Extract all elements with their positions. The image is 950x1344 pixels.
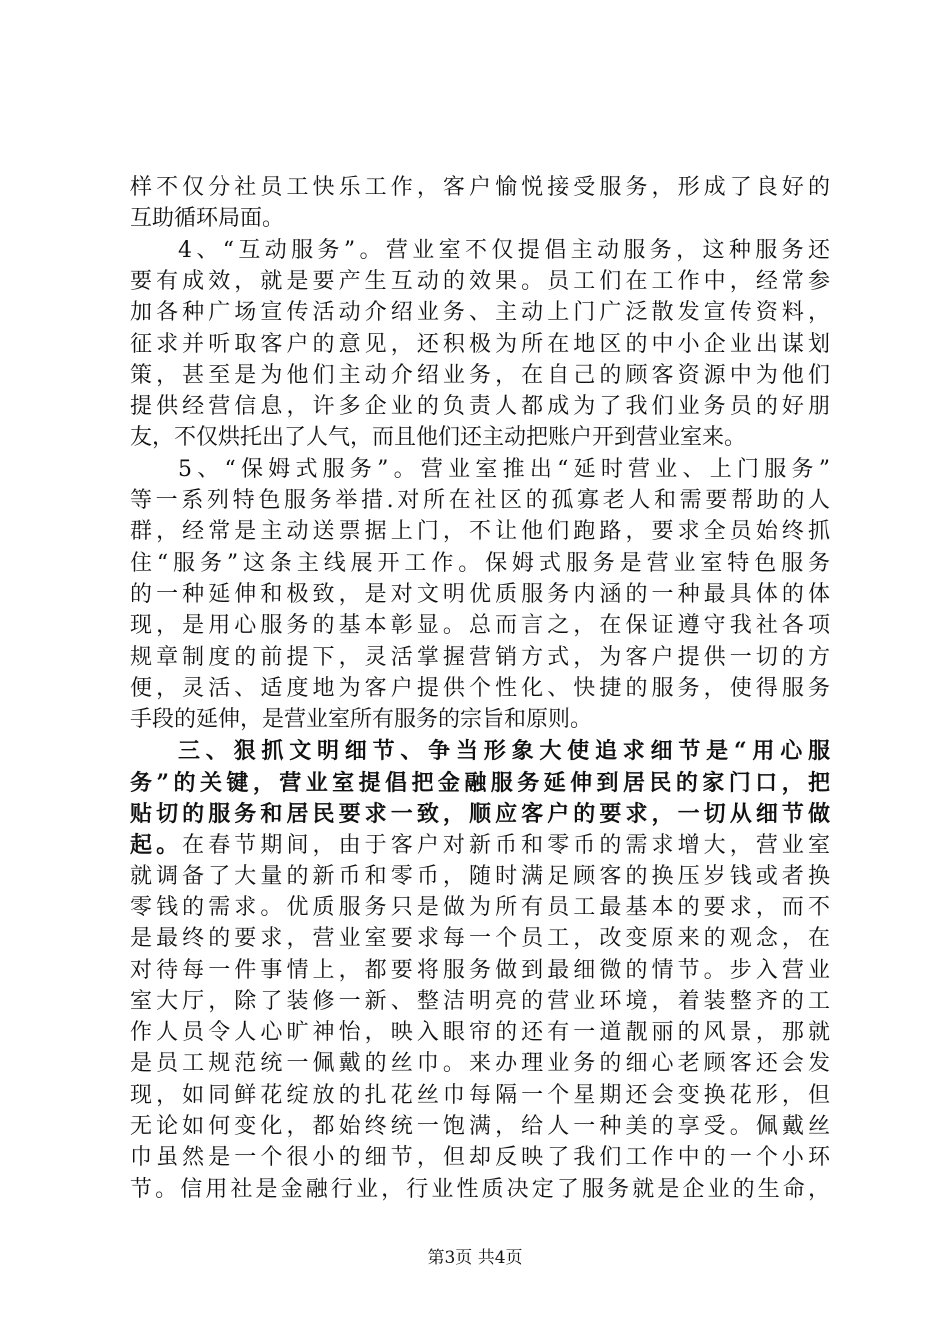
section-heading-line: 三、狠抓文明细节、争当形象大使追求细节是“用心服: [178, 738, 830, 764]
text-line: 群，经常是主动送票据上门，不让他们跑路，要求全员始终抓: [130, 519, 830, 544]
text-line: 对待每一件事情上，都要将服务做到最细微的情节。步入营业: [130, 958, 830, 983]
text-line: 策，甚至是为他们主动介绍业务，在自己的顾客资源中为他们: [130, 363, 830, 388]
section-heading-tail: 起。: [130, 832, 183, 858]
text-line: 互助循环局面。: [130, 206, 285, 231]
text-line: 现，是用心服务的基本彰显。总而言之，在保证遵守我社各项: [130, 613, 830, 638]
text-line: 是员工规范统一佩戴的丝巾。来办理业务的细心老顾客还会发: [130, 1051, 830, 1076]
text-line: 是最终的要求，营业室要求每一个员工，改变原来的观念，在: [130, 926, 830, 951]
text-line: 的一种延伸和极致，是对文明优质服务内涵的一种最具体的体: [130, 582, 830, 607]
text-line: 巾虽然是一个很小的细节，但却反映了我们工作中的一个小环: [130, 1145, 830, 1170]
text-line: 就调备了大量的新币和零币，随时满足顾客的换压岁钱或者换: [130, 864, 830, 889]
text-line: 规章制度的前提下，灵活掌握营销方式，为客户提供一切的方: [130, 645, 830, 670]
text-line: 征求并听取客户的意见，还积极为所在地区的中小企业出谋划: [130, 332, 830, 357]
text-line: 加各种广场宣传活动介绍业务、主动上门广泛散发宣传资料，: [130, 300, 830, 325]
text-line: 等一系列特色服务举措.对所在社区的孤寡老人和需要帮助的人: [130, 488, 830, 513]
text-line: 手段的延伸，是营业室所有服务的宗旨和原则。: [130, 707, 593, 732]
text-line: 要有成效，就是要产生互动的效果。员工们在工作中，经常参: [130, 269, 830, 294]
section-heading-line: 务”的关键，营业室提倡把金融服务延伸到居民的家门口，把: [130, 770, 830, 796]
page-number-footer: 第3页 共4页: [427, 1248, 523, 1268]
text-line: 友，不仅烘托出了人气，而且他们还主动把账户开到营业室来。: [130, 425, 747, 450]
text-line: 5、“保姆式服务”。营业室推出“延时营业、上门服务”: [178, 457, 830, 482]
text-line: 节。信用社是金融行业，行业性质决定了服务就是企业的生命，: [130, 1177, 830, 1202]
text-line: 提供经营信息，许多企业的负责人都成为了我们业务员的好朋: [130, 394, 830, 419]
text-line: 室大厅，除了装修一新、整洁明亮的营业环境，着装整齐的工: [130, 989, 830, 1014]
text-line: 零钱的需求。优质服务只是做为所有员工最基本的要求，而不: [130, 895, 830, 920]
section-heading-line: 贴切的服务和居民要求一致，顺应客户的要求，一切从细节做: [130, 801, 830, 827]
text-line: 现，如同鲜花绽放的扎花丝巾每隔一个星期还会变换花形，但: [130, 1083, 830, 1108]
text-line: 作人员令人心旷神怡，映入眼帘的还有一道靓丽的风景，那就: [130, 1020, 830, 1045]
text-line: 住“服务”这条主线展开工作。保姆式服务是营业室特色服务: [130, 551, 830, 576]
text-line: 无论如何变化，都始终统一饱满，给人一种美的享受。佩戴丝: [130, 1114, 830, 1139]
text-line: 4、“互动服务”。营业室不仅提倡主动服务，这种服务还: [178, 238, 830, 263]
text-line: 样不仅分社员工快乐工作，客户愉悦接受服务，形成了良好的: [130, 175, 830, 200]
text-line: [130, 829, 830, 861]
text-line: 便，灵活、适度地为客户提供个性化、快捷的服务，使得服务: [130, 676, 830, 701]
text-run: 在春节期间，由于客户对新币和零币的需求增大，营业室: [182, 833, 830, 858]
